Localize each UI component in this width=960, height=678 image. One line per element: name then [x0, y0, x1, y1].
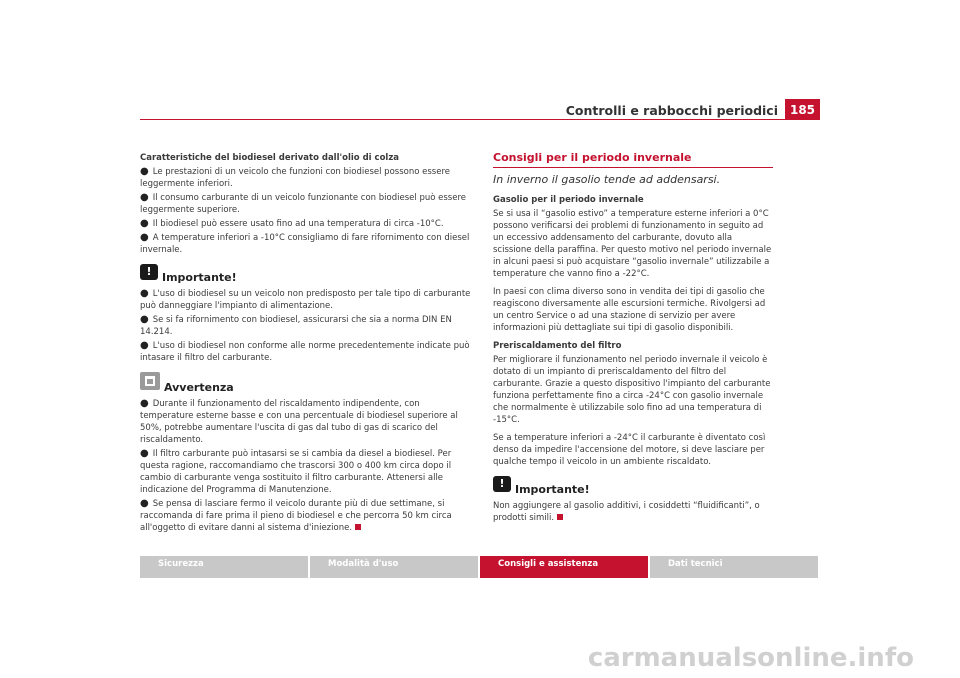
tab-operation[interactable]: Modalità d'uso: [310, 556, 478, 578]
list-item: ● Se si fa rifornimento con biodiesel, assicurarsi che sia a norma DIN EN 14.214.: [140, 314, 452, 337]
bullet-icon: ●: [140, 314, 149, 325]
paragraph: Se si usa il “gasolio estivo” a temperature esterne inferiori a 0°C possono verificarsi dei problemi di funzionamento in seguito ad un eccessivo addensamento del carburante, dovuto alla scissione della paraffina. Per questo motivo nel periodo invernale in alcuni paesi si può acquistare “gasolio invernale” utilizzabile a temperature che vanno fino a -22°C.: [493, 209, 772, 279]
bullet-icon: ●: [140, 498, 149, 509]
page-number: 185: [785, 99, 820, 119]
list-item: ● Il consumo carburante di un veicolo funzionante con biodiesel può essere leggermente superiore.: [140, 192, 466, 215]
chapter-title: Controlli e rabbocchi periodici: [565, 103, 778, 118]
biodiesel-heading: Caratteristiche del biodiesel derivato dall'olio di colza: [140, 153, 400, 163]
bullet-icon: ●: [140, 192, 149, 203]
exclamation-icon: !: [493, 476, 511, 492]
paragraph: Se a temperature inferiori a -24°C il carburante è diventato così denso da impedire l'accensione del motore, si deve lasciare per qualche tempo il veicolo in un ambiente riscaldato.: [493, 433, 766, 467]
bullet-icon: ●: [140, 166, 149, 177]
list-item: ● Durante il funzionamento del riscaldamento indipendente, con temperature esterne basse e con una percentuale di biodiesel superiore al 50%, potrebbe aumentare l'uscita di gas dal tubo di gas di scarico del riscaldamento.: [140, 398, 458, 445]
watermark: carmanualsonline.info: [587, 643, 914, 673]
list-item: ● L'uso di biodiesel non conforme alle norme precedentemente indicate può intasare il filtro del carburante.: [140, 340, 470, 363]
section-subtitle: In inverno il gasolio tende ad addensarsi.: [493, 173, 721, 186]
list-item: ● A temperature inferiori a -10°C consigliamo di fare rifornimento con diesel invernale.: [140, 232, 470, 255]
list-item: ● Se pensa di lasciare fermo il veicolo durante più di due settimane, si raccomanda di fare prima il pieno di biodiesel e che percorra 50 km circa all'oggetto di evitare danni al sistema d'iniezione.: [140, 498, 452, 533]
paragraph: In paesi con clima diverso sono in vendita dei tipi di gasolio che reagiscono diversamente alle escursioni termiche. Rivolgersi ad un centro Service o ad una stazione di servizio per avere informazioni più dettagliate sui tipi di gasolio disponibili.: [493, 287, 766, 333]
footer-navigation: [140, 556, 820, 578]
paragraph: Per migliorare il funzionamento nel periodo invernale il veicolo è dotato di un impianto di preriscaldamento del filtro del carburante. Grazie a questo dispositivo l'impianto del carburante funziona perfettamente fino a circa -24°C con gasolio invernale che normalmente è utilizzabile solo fino ad una temperatura di -15°C.: [493, 355, 771, 425]
bullet-icon: ●: [140, 398, 149, 409]
list-item: ● L'uso di biodiesel su un veicolo non predisposto per tale tipo di carburante può danneggiare l'impianto di alimentazione.: [140, 288, 471, 311]
bullet-icon: ●: [140, 218, 149, 229]
exclamation-icon: !: [140, 264, 158, 280]
bullet-icon: ●: [140, 232, 149, 243]
tab-safety[interactable]: Sicurezza: [140, 556, 308, 578]
end-of-section-marker: [557, 514, 563, 520]
environment-note-icon: [140, 372, 160, 390]
paragraph: Non aggiungere al gasolio additivi, i cosiddetti “fluidificanti”, o prodotti simili.: [493, 501, 760, 523]
header-rule: [140, 119, 820, 120]
bullet-icon: ●: [140, 288, 149, 299]
end-of-section-marker: [355, 524, 361, 530]
list-item: ● Il biodiesel può essere usato fino ad una temperatura di circa -10°C.: [140, 218, 444, 229]
warning-note-title: Avvertenza: [140, 376, 472, 394]
tab-technical-data[interactable]: Dati tecnici: [650, 556, 818, 578]
important-note-title: ! Importante!: [493, 480, 773, 496]
winter-diesel-heading: Gasolio per il periodo invernale: [493, 195, 644, 205]
list-item: ● Le prestazioni di un veicolo che funzioni con biodiesel possono essere leggermente inferiori.: [140, 166, 450, 189]
important-note-title: ! Importante!: [140, 268, 472, 284]
bullet-icon: ●: [140, 340, 149, 351]
left-column: [140, 152, 472, 536]
list-item: ● Il filtro carburante può intasarsi se si cambia da diesel a biodiesel. Per questa ragione, raccomandiamo che trascorsi 300 o 400 km circa dopo il cambio di carburante venga sostituito il filtro carburante. Attenersi alle indicazione del Programma di Manutenzione.: [140, 448, 452, 495]
right-column: [493, 152, 773, 530]
filter-preheating-heading: Preriscaldamento del filtro: [493, 341, 622, 351]
tab-advice-and-maintenance[interactable]: Consigli e assistenza: [480, 556, 648, 578]
bullet-icon: ●: [140, 448, 149, 459]
page-header: [0, 0, 960, 120]
section-title: Consigli per il periodo invernale: [493, 152, 773, 168]
